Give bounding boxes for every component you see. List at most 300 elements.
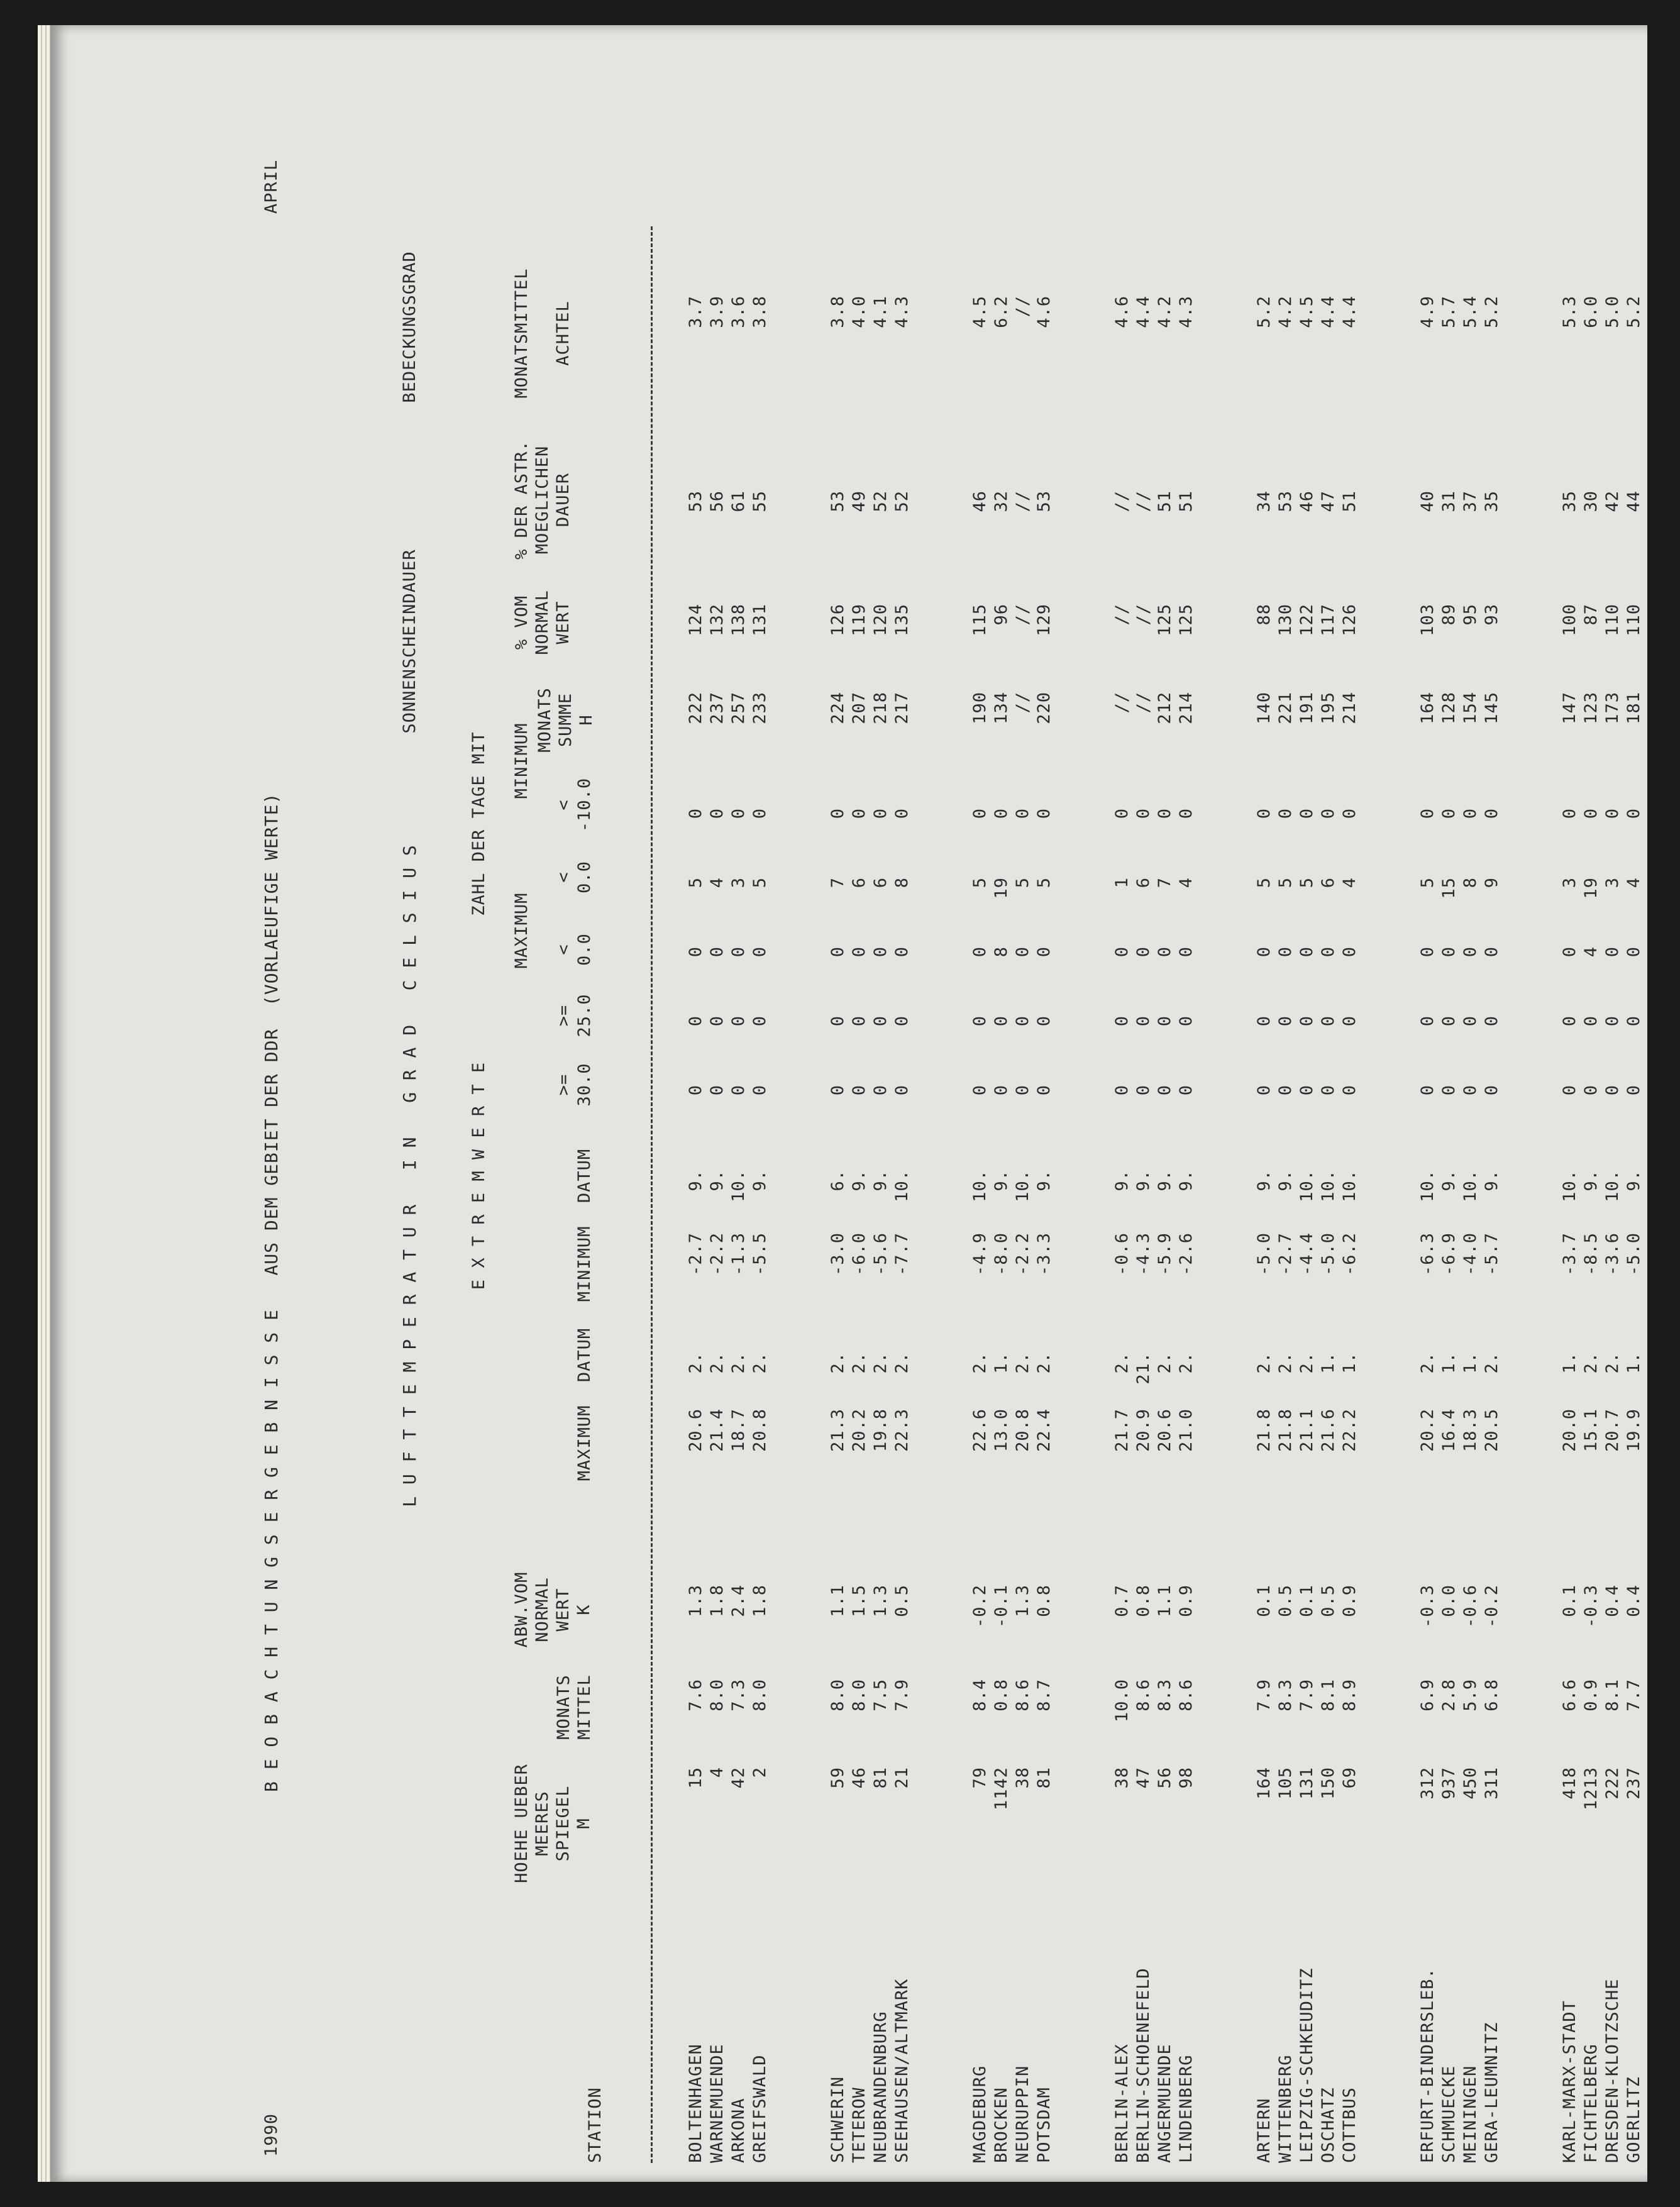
cell-station: MEININGEN [1461,2065,1480,2163]
cell-days-min-lt0: 3 [729,877,748,888]
cell-station: TETEROW [849,2087,869,2163]
cell-min-date: 9. [1134,1170,1153,1192]
cell-minimum: -4.9 [970,1232,990,1276]
year: 1990 [262,2113,281,2157]
cell-min-date: 10. [1013,1170,1032,1202]
col-days-max-lt0: < 0.0 [554,933,594,966]
cell-sun-pct-astr: 52 [871,490,890,512]
cell-days-max-lt0: 0 [1176,946,1196,958]
cell-minimum: -1.3 [729,1232,748,1276]
cell-sun-pct-normal: // [1013,604,1032,626]
cell-height: 222 [1603,1767,1622,1800]
cell-days-min-lt-10: 0 [1276,808,1295,819]
cell-sun-pct-astr: 51 [1340,490,1359,512]
cell-days-ge30: 0 [1560,1085,1579,1096]
cell-sun-sum: 224 [828,692,848,724]
cell-min-date: 6. [828,1170,848,1192]
cell-days-min-lt-10: 0 [1254,808,1274,819]
days-max-header: MAXIMUM [512,892,531,969]
cell-days-ge25: 0 [992,1015,1011,1027]
cell-days-ge25: 0 [1624,1015,1644,1027]
cell-cloud-mean: 3.9 [707,296,727,328]
cell-days-min-lt0: 7 [1155,877,1174,888]
cell-sun-sum: // [1013,692,1032,714]
cell-cloud-mean: // [1013,296,1032,318]
cell-height: 38 [1013,1767,1032,1789]
cell-deviation: 0.9 [1176,1585,1196,1617]
cell-sun-pct-normal: 100 [1560,604,1579,636]
cell-mean: 7.5 [871,1679,890,1712]
cell-max-date: 2. [1418,1352,1437,1374]
cell-days-min-lt0: 9 [1482,877,1501,888]
cell-min-date: 10. [1340,1170,1359,1202]
cell-days-min-lt0: 5 [1254,877,1274,888]
cell-sun-sum: 214 [1340,692,1359,724]
cell-deviation: 0.5 [1276,1585,1295,1617]
cell-days-ge25: 0 [1013,1015,1032,1027]
cell-sun-pct-astr: // [1134,490,1153,512]
cell-days-min-lt-10: 0 [892,808,912,819]
cell-maximum: 18.3 [1461,1408,1480,1452]
cell-sun-pct-astr: 55 [750,490,770,512]
cell-max-date: 2. [1276,1352,1295,1374]
cell-height: 81 [1034,1767,1054,1789]
cell-minimum: -6.9 [1439,1232,1459,1276]
cell-maximum: 19.8 [871,1408,890,1452]
cell-deviation: 2.4 [729,1585,748,1617]
cell-height: 46 [849,1767,869,1789]
cell-days-min-lt-10: 0 [1439,808,1459,819]
cell-station: MAGDEBURG [970,2065,990,2163]
table-row [1481,25,1503,2182]
cell-sun-pct-normal: 122 [1297,604,1317,636]
cell-station: POTSDAM [1034,2087,1054,2163]
cell-station: GREIFSWALD [750,2054,770,2163]
cell-deviation: 1.8 [707,1585,727,1617]
cell-mean: 0.8 [992,1679,1011,1712]
cell-days-max-lt0: 0 [970,946,990,958]
cell-min-date: 9. [1581,1170,1601,1192]
cell-days-ge25: 0 [1297,1015,1317,1027]
cell-maximum: 20.6 [1155,1408,1174,1452]
cell-min-date: 9. [849,1170,869,1192]
table-row [749,25,771,2182]
cell-deviation: 1.8 [750,1585,770,1617]
cell-station: ARTERN [1254,2098,1274,2163]
cell-days-min-lt-10: 0 [970,808,990,819]
cell-max-date: 1. [1624,1352,1644,1374]
cell-days-max-lt0: 0 [1603,946,1622,958]
cell-mean: 6.8 [1482,1679,1501,1712]
table-row [1623,25,1645,2182]
cell-sun-pct-normal: 89 [1439,604,1459,626]
cell-days-min-lt0: 4 [707,877,727,888]
cell-days-min-lt-10: 0 [1418,808,1437,819]
cell-minimum: -2.7 [1276,1232,1295,1276]
cell-days-ge25: 0 [707,1015,727,1027]
cell-mean: 6.6 [1560,1679,1579,1712]
cell-station: SEEHAUSEN/ALTMARK [892,1978,912,2163]
cell-days-ge25: 0 [1439,1015,1459,1027]
cell-max-date: 2. [1603,1352,1622,1374]
cell-cloud-mean: 4.5 [1297,296,1317,328]
cell-sun-sum: 212 [1155,692,1174,724]
cell-cloud-mean: 5.4 [1461,296,1480,328]
cell-sun-sum: 222 [686,692,705,724]
cell-cloud-mean: 5.2 [1624,296,1644,328]
cell-station: BOLTENHAGEN [686,2044,705,2163]
cell-days-max-lt0: 0 [750,946,770,958]
cell-days-ge30: 0 [1276,1085,1295,1096]
cell-sun-pct-astr: 61 [729,490,748,512]
cell-days-min-lt0: 4 [1340,877,1359,888]
cell-mean: 8.0 [849,1679,869,1712]
cell-max-date: 1. [1560,1352,1579,1374]
cell-maximum: 22.3 [892,1408,912,1452]
cell-days-ge25: 0 [1112,1015,1132,1027]
cell-days-ge25: 0 [1176,1015,1196,1027]
table-row [1559,25,1581,2182]
cell-min-date: 9. [1276,1170,1295,1192]
cell-deviation: 1.3 [686,1585,705,1617]
cell-days-ge30: 0 [1034,1085,1054,1096]
cell-sun-pct-astr: 42 [1603,490,1622,512]
cell-station: ARKONA [729,2098,748,2163]
cell-days-min-lt0: 5 [686,877,705,888]
table-row [827,25,849,2182]
table-row [870,25,892,2182]
cell-deviation: 0.7 [1112,1585,1132,1617]
cell-station: ANGERMUENDE [1155,2044,1174,2163]
cell-days-ge30: 0 [686,1085,705,1096]
temperature-header: L U F T T E M P E R A T U R I N G R A D C E L S I U S [399,844,420,1507]
cell-max-date: 2. [1581,1352,1601,1374]
cell-station: DRESDEN-KLOTZSCHE [1603,1978,1622,2163]
cell-sun-sum: 128 [1439,692,1459,724]
cell-deviation: 0.5 [1318,1585,1338,1617]
cell-days-max-lt0: 0 [1254,946,1274,958]
cell-mean: 8.1 [1603,1679,1622,1712]
cell-min-date: 9. [1624,1170,1644,1192]
cell-maximum: 20.7 [1603,1408,1622,1452]
cell-maximum: 20.9 [1134,1408,1153,1452]
cell-maximum: 21.8 [1254,1408,1274,1452]
table-row [1581,25,1602,2182]
cell-cloud-mean: 4.4 [1340,296,1359,328]
cell-days-min-lt0: 5 [1013,877,1032,888]
cell-days-min-lt-10: 0 [1560,808,1579,819]
cell-days-max-lt0: 0 [1482,946,1501,958]
cell-days-ge30: 0 [729,1085,748,1096]
cell-sun-sum: 134 [992,692,1011,724]
cell-min-date: 10. [970,1170,990,1202]
cell-days-min-lt-10: 0 [1318,808,1338,819]
cell-cloud-mean: 4.5 [970,296,990,328]
cell-height: 56 [1155,1767,1174,1789]
cell-sun-pct-astr: // [1013,490,1032,512]
cell-minimum: -8.0 [992,1232,1011,1276]
cell-days-ge30: 0 [1439,1085,1459,1096]
days-header: ZAHL DER TAGE MIT [469,731,489,916]
cell-days-max-lt0: 0 [1418,946,1437,958]
cell-height: 1142 [992,1767,1011,1811]
cell-maximum: 22.2 [1340,1408,1359,1452]
cell-height: 937 [1439,1767,1459,1800]
cell-sun-pct-normal: 124 [686,604,705,636]
cloud-header: BEDECKUNGSGRAD [400,251,419,403]
cell-min-date: 9. [1034,1170,1054,1192]
cell-sun-sum: 221 [1276,692,1295,724]
cell-days-min-lt0: 5 [1418,877,1437,888]
cell-minimum: -3.7 [1560,1232,1579,1276]
cell-sun-pct-astr: 53 [686,490,705,512]
cell-days-max-lt0: 0 [849,946,869,958]
page-title: B E O B A C H T U N G S E R G E B N I S S E AUS DEM GEBIET DER DDR (VORLAEUFIGE WERTE) [261,792,282,1792]
cell-sun-sum: 164 [1418,692,1437,724]
cell-maximum: 22.6 [970,1408,990,1452]
cell-sun-pct-astr: 52 [892,490,912,512]
cell-sun-sum: 190 [970,692,990,724]
cell-sun-pct-normal: 110 [1624,604,1644,636]
cell-sun-sum: 154 [1461,692,1480,724]
cell-sun-sum: 123 [1581,692,1601,724]
cell-deviation: 0.1 [1560,1585,1579,1617]
cell-maximum: 16.4 [1439,1408,1459,1452]
cell-days-min-lt-10: 0 [1624,808,1644,819]
cell-maximum: 20.2 [1418,1408,1437,1452]
cell-minimum: -5.0 [1254,1232,1274,1276]
cell-maximum: 13.0 [992,1408,1011,1452]
cell-max-date: 2. [1254,1352,1274,1374]
cell-sun-pct-normal: 129 [1034,604,1054,636]
cell-sun-pct-astr: 44 [1624,490,1644,512]
cell-deviation: 0.4 [1603,1585,1622,1617]
cell-days-min-lt0: 7 [828,877,848,888]
cell-minimum: -4.3 [1134,1232,1153,1276]
cell-days-min-lt0: 8 [1461,877,1480,888]
cell-max-date: 21. [1134,1352,1153,1385]
col-sun-pct-normal: % VOM NORMAL WERT [512,590,573,655]
cell-days-ge25: 0 [970,1015,990,1027]
cell-days-ge25: 0 [1461,1015,1480,1027]
cell-deviation: -0.3 [1418,1585,1437,1629]
cell-min-date: 10. [729,1170,748,1202]
cell-min-date: 9. [1439,1170,1459,1192]
cell-days-min-lt-10: 0 [1176,808,1196,819]
cell-maximum: 21.4 [707,1408,727,1452]
cell-max-date: 1. [1439,1352,1459,1374]
cell-height: 105 [1276,1767,1295,1800]
cell-maximum: 19.9 [1624,1408,1644,1452]
cell-max-date: 2. [729,1352,748,1374]
cell-cloud-mean: 4.1 [871,296,890,328]
cell-mean: 7.9 [1254,1679,1274,1712]
cell-days-min-lt-10: 0 [828,808,848,819]
cell-max-date: 2. [871,1352,890,1374]
cell-days-ge25: 0 [1034,1015,1054,1027]
cell-days-ge30: 0 [1134,1085,1153,1096]
rotated-table [50,25,1647,2182]
cell-mean: 2.8 [1439,1679,1459,1712]
col-sun-sum: MONATS SUMME H [535,687,596,753]
cell-days-ge30: 0 [828,1085,848,1096]
cell-days-max-lt0: 0 [1134,946,1153,958]
cell-days-max-lt0: 0 [729,946,748,958]
cell-cloud-mean: 5.2 [1254,296,1274,328]
cell-sun-pct-astr: 46 [1297,490,1317,512]
cell-station: GERA-LEUMNITZ [1482,2022,1501,2163]
cell-deviation: -0.3 [1581,1585,1601,1629]
col-mean: MONATS MITTEL [554,1674,594,1740]
cell-mean: 7.3 [729,1679,748,1712]
cell-days-ge30: 0 [750,1085,770,1096]
cell-min-date: 9. [1482,1170,1501,1192]
cell-minimum: -2.6 [1176,1232,1196,1276]
cell-station: NEUBRANDENBURG [871,2011,890,2163]
table-row [1154,25,1176,2182]
cell-max-date: 2. [750,1352,770,1374]
col-height: HOEHE UEBER MEERES SPIEGEL M [512,1764,594,1883]
cell-days-ge25: 0 [1581,1015,1601,1027]
cell-height: 131 [1297,1767,1317,1800]
cell-sun-sum: 257 [729,692,748,724]
col-days-min-lt0: < 0.0 [554,861,594,893]
cell-days-ge30: 0 [992,1085,1011,1096]
cell-max-date: 2. [1034,1352,1054,1374]
cell-min-date: 9. [871,1170,890,1192]
table-row [1254,25,1275,2182]
cell-maximum: 21.8 [1276,1408,1295,1452]
cell-mean: 8.7 [1034,1679,1054,1712]
cell-minimum: -3.6 [1603,1232,1622,1276]
cell-days-min-lt0: 5 [1034,877,1054,888]
cell-maximum: 22.4 [1034,1408,1054,1452]
cell-mean: 8.4 [970,1679,990,1712]
cell-sun-pct-astr: 30 [1581,490,1601,512]
cell-max-date: 2. [970,1352,990,1374]
cell-sun-pct-normal: 138 [729,604,748,636]
cell-days-min-lt0: 6 [849,877,869,888]
cell-min-date: 10. [1418,1170,1437,1202]
cell-height: 237 [1624,1767,1644,1800]
cell-deviation: -0.2 [970,1585,990,1629]
cell-sun-sum: 181 [1624,692,1644,724]
cell-sun-pct-astr: 40 [1418,490,1437,512]
cell-days-ge30: 0 [1340,1085,1359,1096]
cell-days-ge25: 0 [1340,1015,1359,1027]
cell-days-min-lt-10: 0 [1482,808,1501,819]
table-row [685,25,707,2182]
cell-cloud-mean: 5.7 [1439,296,1459,328]
cell-station: LINDENBERG [1176,2054,1196,2163]
table-row [728,25,749,2182]
cell-days-ge30: 0 [1624,1085,1644,1096]
cell-days-min-lt-10: 0 [686,808,705,819]
cell-sun-pct-astr: 53 [1034,490,1054,512]
cell-sun-sum: 191 [1297,692,1317,724]
col-days-ge25: >= 25.0 [554,993,594,1037]
cell-maximum: 21.1 [1297,1408,1317,1452]
cell-days-max-lt0: 0 [1155,946,1174,958]
cell-days-min-lt0: 3 [1603,877,1622,888]
cell-sun-pct-normal: 131 [750,604,770,636]
cell-sun-pct-normal: 126 [828,604,848,636]
cell-maximum: 21.3 [828,1408,848,1452]
cell-days-ge25: 0 [849,1015,869,1027]
cell-minimum: -5.0 [1624,1232,1644,1276]
cell-days-min-lt0: 19 [992,877,1011,899]
cell-minimum: -3.3 [1034,1232,1054,1276]
cell-days-min-lt0: 15 [1439,877,1459,899]
cell-sun-pct-astr: 49 [849,490,869,512]
cell-height: 164 [1254,1767,1274,1800]
cell-min-date: 9. [1155,1170,1174,1192]
cell-sun-sum: 217 [892,692,912,724]
cell-sun-pct-astr: 56 [707,490,727,512]
cell-days-ge30: 0 [1418,1085,1437,1096]
cell-cloud-mean: 6.0 [1581,296,1601,328]
cell-sun-pct-normal: // [1112,604,1132,626]
cell-days-ge30: 0 [1482,1085,1501,1096]
cell-days-min-lt-10: 0 [992,808,1011,819]
table-row [1339,25,1361,2182]
cell-days-ge25: 0 [1482,1015,1501,1027]
cell-deviation: -0.2 [1482,1585,1501,1629]
cell-deviation: 0.8 [1134,1585,1153,1617]
cell-minimum: -8.5 [1581,1232,1601,1276]
cell-deviation: 1.1 [828,1585,848,1617]
cell-mean: 0.9 [1581,1679,1601,1712]
cell-mean: 8.6 [1013,1679,1032,1712]
cell-days-ge30: 0 [1461,1085,1480,1096]
cell-station: FICHTELBERG [1581,2044,1601,2163]
cell-sun-pct-astr: 37 [1461,490,1480,512]
cell-height: 69 [1340,1767,1359,1789]
cell-mean: 5.9 [1461,1679,1480,1712]
cell-max-date: 2. [892,1352,912,1374]
cell-days-max-lt0: 0 [1034,946,1054,958]
cell-sun-pct-astr: 51 [1155,490,1174,512]
cell-min-date: 10. [1318,1170,1338,1202]
cell-mean: 8.0 [750,1679,770,1712]
cell-days-ge30: 0 [970,1085,990,1096]
cell-sun-sum: 173 [1603,692,1622,724]
cell-height: 21 [892,1767,912,1789]
cell-days-ge25: 0 [892,1015,912,1027]
cell-days-min-lt0: 5 [1297,877,1317,888]
cell-height: 98 [1176,1767,1196,1789]
cell-days-max-lt0: 0 [1461,946,1480,958]
cell-minimum: -2.2 [707,1232,727,1276]
cell-days-min-lt-10: 0 [707,808,727,819]
cell-minimum: -6.3 [1418,1232,1437,1276]
cell-sun-pct-normal: 103 [1418,604,1437,636]
cell-days-min-lt0: 5 [970,877,990,888]
cell-mean: 8.6 [1134,1679,1153,1712]
cell-days-ge25: 0 [1318,1015,1338,1027]
cell-max-date: 2. [849,1352,869,1374]
cell-days-min-lt-10: 0 [871,808,890,819]
cell-sun-sum: 140 [1254,692,1274,724]
cell-sun-pct-normal: 119 [849,604,869,636]
header-rule [651,226,653,2163]
cell-height: 47 [1134,1767,1153,1789]
cell-station: SCHMUECKE [1439,2065,1459,2163]
cell-days-min-lt-10: 0 [1155,808,1174,819]
cell-cloud-mean: 4.2 [1276,296,1295,328]
cell-days-min-lt-10: 0 [1013,808,1032,819]
cell-sun-pct-normal: 117 [1318,604,1338,636]
